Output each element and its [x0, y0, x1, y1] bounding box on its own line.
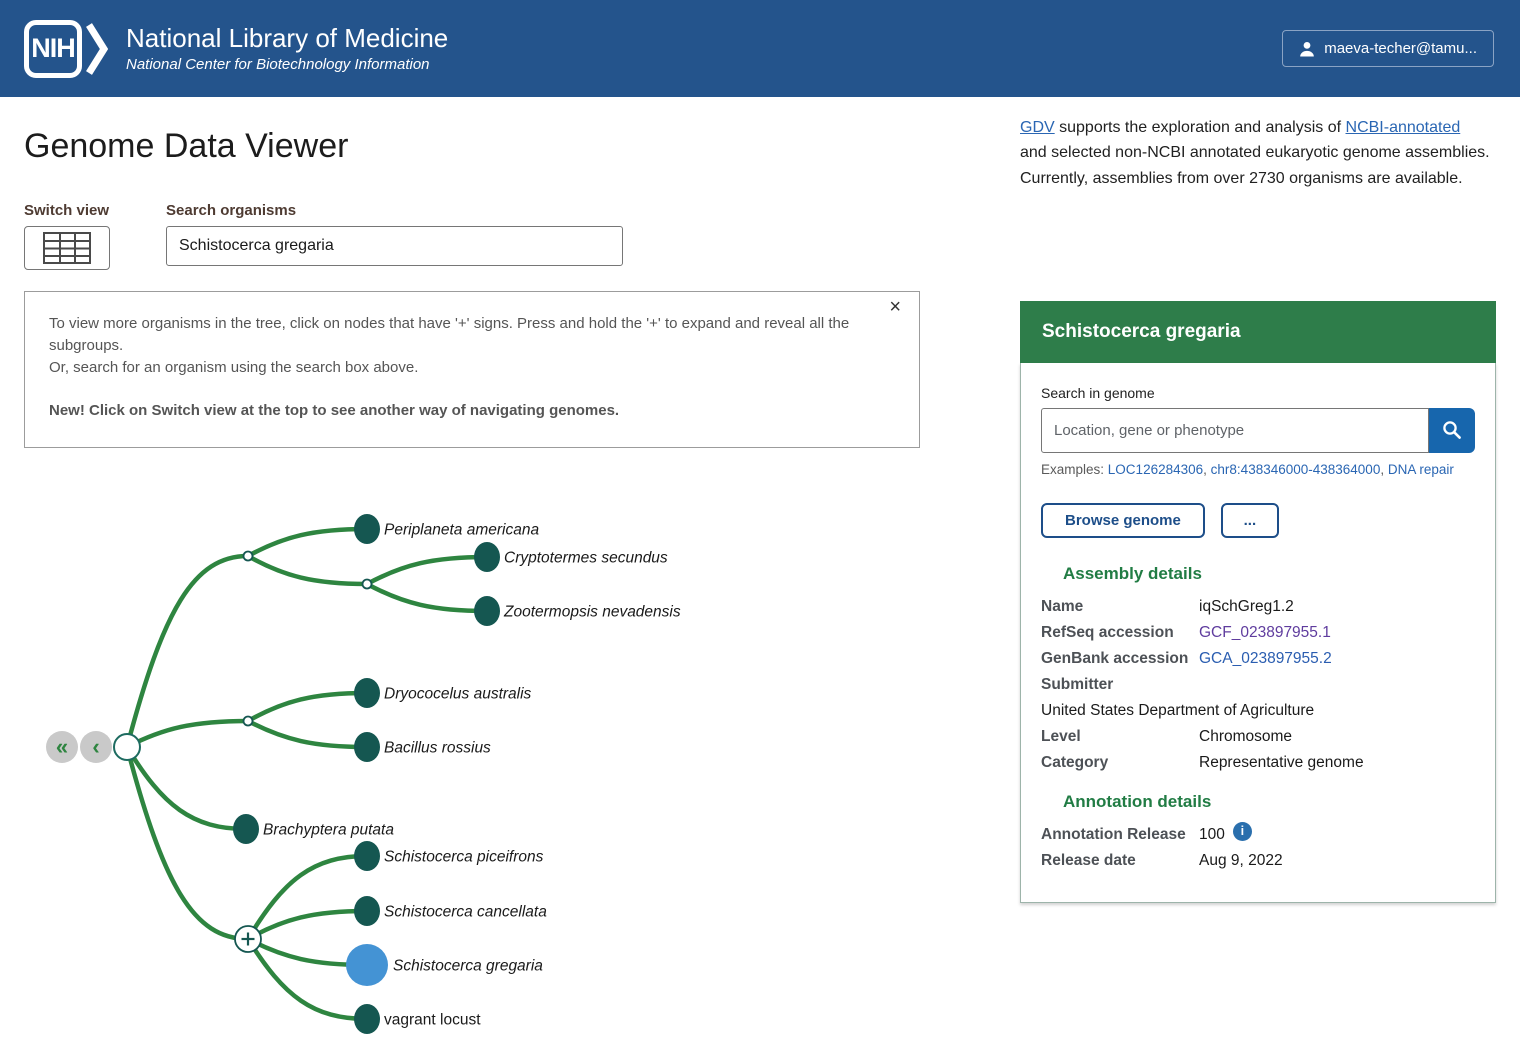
search-organisms-group: [166, 202, 623, 270]
notice-line-2: Or, search for an organism using the search box above.: [49, 358, 419, 376]
organism-panel-title: Schistocerca gregaria: [1020, 301, 1496, 363]
table-grid-icon: [43, 232, 91, 264]
notice-box: [24, 291, 920, 448]
annotation-details-rows: [1041, 822, 1475, 874]
assembly-label: Name: [1041, 597, 1084, 615]
switch-view-group: [24, 202, 110, 270]
genome-search-input[interactable]: [1041, 408, 1429, 453]
tree-node-cancellata[interactable]: [354, 896, 380, 926]
assembly-details-rows: [1041, 594, 1475, 776]
assembly-value[interactable]: GCA_023897955.2: [1199, 649, 1332, 667]
assembly-row-4: [1041, 724, 1475, 750]
assembly-details-heading: Assembly details: [1063, 563, 1202, 583]
right-column: [1020, 115, 1498, 1050]
tree-label-periplaneta[interactable]: Periplaneta americana: [384, 521, 540, 539]
tree-label-piceifrons[interactable]: Schistocerca piceifrons: [384, 848, 544, 866]
assembly-wide-value: United States Department of Agriculture: [1041, 701, 1315, 719]
tree-edge: [127, 721, 248, 747]
tree-label-cryptotermes[interactable]: Cryptotermes secundus: [504, 549, 668, 567]
tree-node-periplaneta[interactable]: [354, 514, 380, 544]
tree-edge: [127, 556, 248, 747]
panel-buttons-row: [1041, 503, 1475, 538]
assembly-value: Chromosome: [1199, 727, 1293, 745]
tree-expand-plus-node[interactable]: [235, 926, 261, 952]
tree-edge: [367, 584, 487, 611]
genome-search-row: [1041, 408, 1475, 453]
tree-node-dryococelus[interactable]: [354, 678, 380, 708]
tree-node-gregaria-selected[interactable]: [346, 944, 388, 986]
examples-label: Examples:: [1041, 461, 1105, 477]
nih-logo-box: NIH: [24, 20, 82, 78]
tree-node-cryptotermes[interactable]: [474, 542, 500, 572]
tree-label-vagrant[interactable]: vagrant locust: [384, 1011, 481, 1029]
example-link-1[interactable]: chr8:438346000-438364000: [1210, 461, 1381, 477]
search-in-genome-label: Search in genome: [1041, 384, 1155, 401]
site-header: [0, 0, 1520, 97]
tree-label-brachyptera[interactable]: Brachyptera putata: [263, 821, 394, 839]
intro-link-0[interactable]: GDV: [1020, 119, 1055, 136]
tree-edge: [248, 939, 367, 1019]
tree-edge: [248, 856, 367, 939]
tree-node-brachyptera[interactable]: [233, 814, 259, 844]
tree-edge: [248, 721, 367, 747]
tree-edge: [127, 747, 246, 829]
tree-label-gregaria[interactable]: Schistocerca gregaria: [393, 957, 543, 975]
annotation-label: Release date: [1041, 851, 1136, 869]
assembly-label: GenBank accession: [1041, 649, 1189, 667]
assembly-label: Category: [1041, 753, 1109, 771]
tree-junction-jA[interactable]: [244, 552, 253, 561]
intro-link-2[interactable]: NCBI-annotated: [1345, 119, 1461, 136]
tree-node-piceifrons[interactable]: [354, 841, 380, 871]
annotation-label: Annotation Release: [1041, 825, 1186, 843]
tree-edge: [248, 556, 367, 584]
more-options-button[interactable]: ...: [1221, 503, 1279, 538]
info-icon[interactable]: i: [1233, 822, 1252, 841]
account-label: maeva-techer@tamu...: [1324, 40, 1477, 57]
annotation-value: Aug 9, 2022: [1199, 851, 1283, 869]
page-title: Genome Data Viewer: [24, 127, 349, 165]
tree-label-dryococelus[interactable]: Dryococelus australis: [384, 685, 532, 703]
tree-edge: [248, 693, 367, 721]
notice-line-1: To view more organisms in the tree, click on nodes that have '+' signs. Press and hold the '+' to expand and reveal all the subgroups.: [49, 315, 850, 354]
account-button[interactable]: [1282, 30, 1494, 67]
assembly-row-2: [1041, 646, 1475, 672]
search-examples: [1041, 462, 1475, 477]
assembly-label: Submitter: [1041, 675, 1114, 693]
assembly-row-1: [1041, 620, 1475, 646]
left-column: [24, 115, 964, 1050]
collapse-all-button[interactable]: [46, 731, 78, 763]
assembly-value: iqSchGreg1.2: [1199, 597, 1294, 615]
collapse-one-button-glyph: ‹: [92, 734, 100, 759]
tree-node-bacillus[interactable]: [354, 732, 380, 762]
phylo-tree-svg: [24, 470, 964, 1050]
tree-junction-jB[interactable]: [363, 580, 372, 589]
tree-node-vagrant[interactable]: [354, 1004, 380, 1034]
browse-genome-button[interactable]: Browse genome: [1041, 503, 1205, 538]
tree-label-cancellata[interactable]: Schistocerca cancellata: [384, 903, 547, 921]
tree-label-bacillus[interactable]: Bacillus rossius: [384, 739, 491, 757]
collapse-all-button-glyph: «: [55, 734, 69, 759]
tree-node-zootermopsis[interactable]: [474, 596, 500, 626]
assembly-value: Representative genome: [1199, 753, 1364, 771]
org-name: National Library of Medicine: [126, 22, 449, 53]
gdv-intro-text: GDV supports the exploration and analysis of NCBI-annotated and selected non-NCBI annotated eukaryotic genome assemblies. Currently, assemblies from over 2730 organisms are available.: [1020, 119, 1490, 187]
assembly-row-5: [1041, 750, 1475, 776]
annotation-details-heading: Annotation details: [1063, 791, 1212, 811]
assembly-label: Level: [1041, 727, 1081, 745]
controls-row: [24, 202, 964, 270]
organism-panel: [1020, 301, 1496, 903]
tree-label-zootermopsis[interactable]: Zootermopsis nevadensis: [504, 603, 681, 621]
organism-panel-body: [1020, 363, 1496, 903]
example-link-2[interactable]: DNA repair: [1387, 461, 1454, 477]
examples-links: LOC126284306, chr8:438346000-438364000, DNA repair: [1107, 461, 1454, 477]
tree-root-node[interactable]: [114, 734, 140, 760]
search-organisms-label: Search organisms: [166, 202, 297, 219]
collapse-one-button[interactable]: [80, 731, 112, 763]
annotation-value: 100: [1199, 825, 1225, 843]
tree-edge: [248, 529, 367, 556]
assembly-value[interactable]: GCF_023897955.1: [1199, 623, 1331, 641]
nih-logo-chevron-icon: [86, 23, 108, 75]
close-icon[interactable]: ×: [883, 296, 907, 318]
nlm-logo[interactable]: [24, 20, 448, 78]
switch-view-label: Switch view: [24, 202, 110, 219]
notice-line-new: New! Click on Switch view at the top to see another way of navigating genomes.: [49, 402, 620, 420]
tree-junction-jC[interactable]: [244, 717, 253, 726]
org-subtitle: National Center for Biotechnology Information: [126, 56, 430, 74]
search-organisms-input[interactable]: [166, 226, 623, 266]
tree-edge: [367, 557, 487, 584]
assembly-label: RefSeq accession: [1041, 623, 1174, 641]
main-content: [0, 97, 1520, 1050]
assembly-row-3: [1041, 672, 1475, 698]
genome-search-button[interactable]: [1429, 408, 1475, 453]
annotation-row-1: [1041, 848, 1475, 874]
annotation-row-0: [1041, 822, 1475, 848]
example-link-0[interactable]: LOC126284306: [1107, 461, 1204, 477]
search-icon: [1441, 419, 1463, 441]
user-icon: [1299, 41, 1315, 57]
assembly-row-0: [1041, 594, 1475, 620]
switch-view-button[interactable]: [24, 226, 110, 270]
org-titles: [126, 24, 448, 74]
